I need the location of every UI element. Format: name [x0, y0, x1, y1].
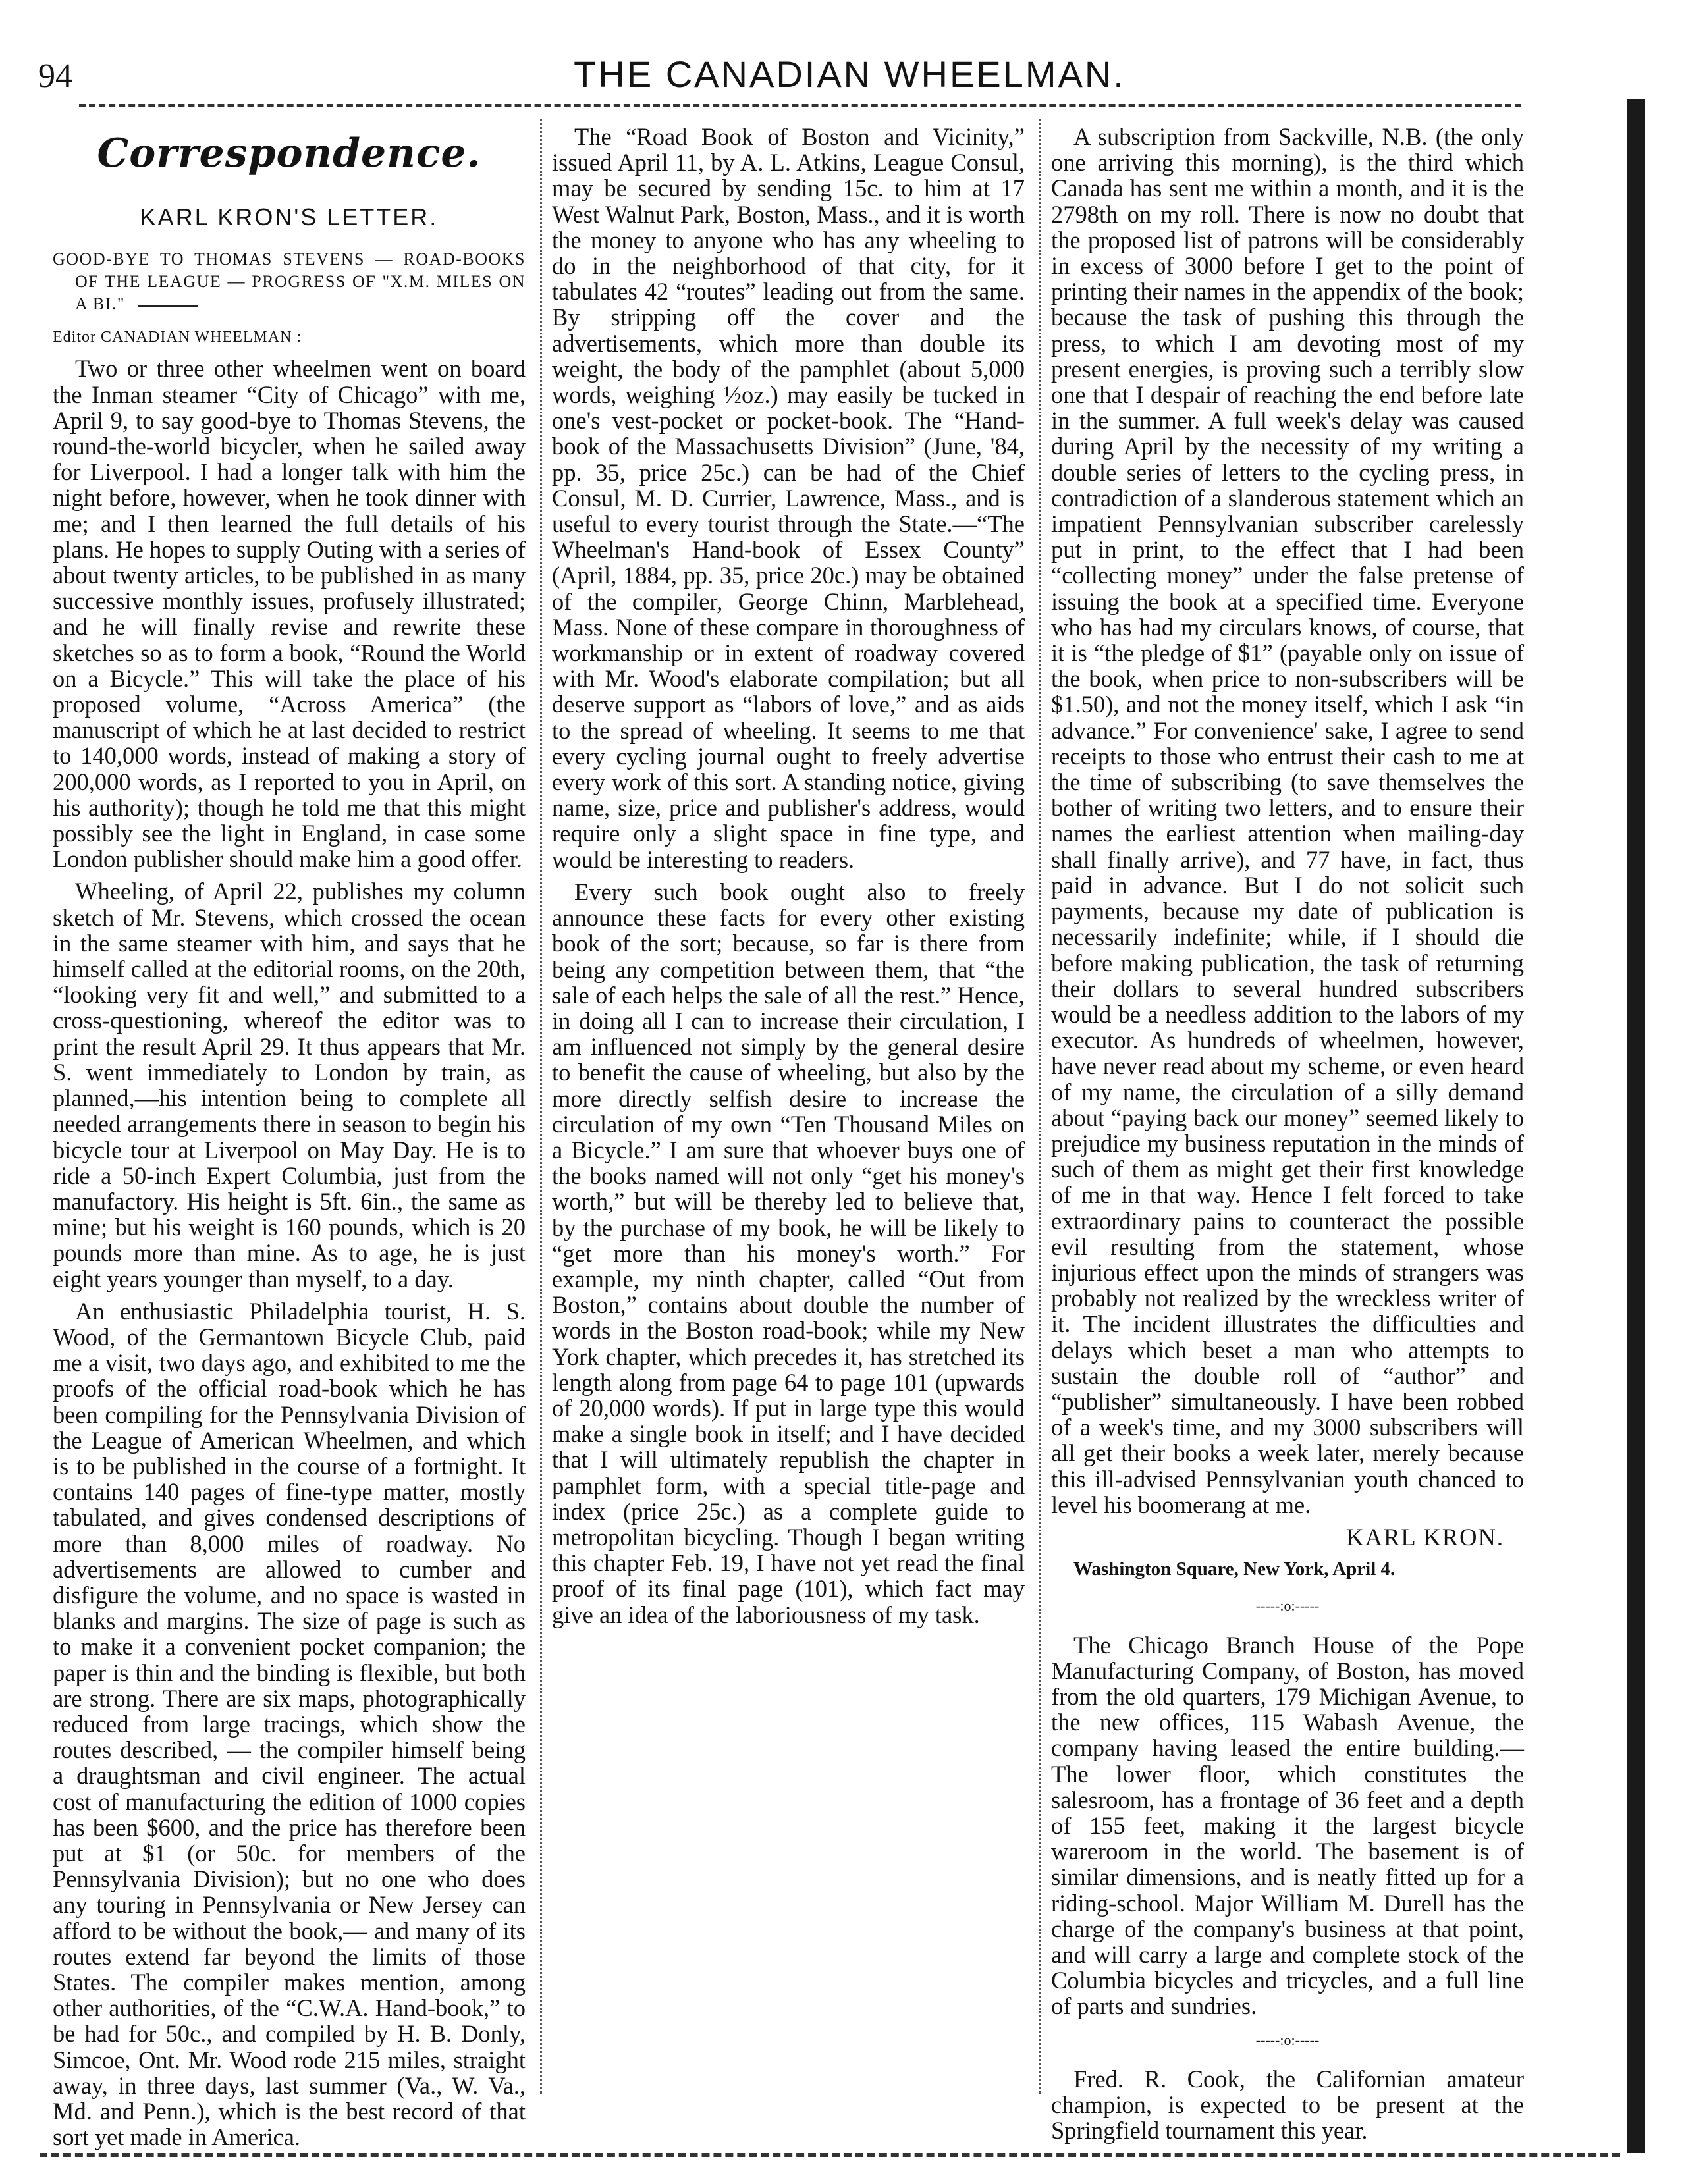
paragraph: Wheeling, of April 22, publishes my column sketch of Mr. Stevens, which crossed the ocean in the same steamer with him, and says that he himself called at the editorial rooms, on the 20th, “looking very fit and well,” and submitted to a cross-questioning, whereof the editor was to print the result April 29. It thus appears that Mr. S. went immediately to London by train, as planned,—his intention being to complete all needed arrangements there in season to begin his bicycle tour at Liverpool on May Day. He is to ride a 50-inch Expert Columbia, just from the manufactory. His height is 5ft. 6in., the same as mine; but his weight is 160 pounds, which is 20 pounds more than mine. As to age, he is just eight years younger than myself, to a day.: [53, 878, 526, 1292]
salutation: Editor CANADIAN WHEELMAN :: [53, 329, 302, 346]
section-divider: -----:o:-----: [1255, 1597, 1320, 1614]
news-item: The Chicago Branch House of the Pope Manufacturing Company, of Boston, has moved from the old quarters, 179 Michigan Avenue, to the new offices, 115 Wabash Avenue, the company having leased the entire building.— The lower floor, which constitutes the salesroom, has a frontage of 36 feet and a depth of 155 feet, making it the largest bicycle wareroom in the world. The basement is of similar dimensions, and is neatly fitted up for a riding-school. Major William M. Durell has the charge of the company's business at that point, and will carry a large and complete stock of the Columbia bicycles and tricycles, and a full line of parts and sundries.: [1051, 1631, 1524, 2020]
deck-rule: [138, 305, 198, 307]
section-divider: -----:o:-----: [1255, 2031, 1320, 2048]
page-number: 94: [38, 57, 72, 95]
article-deck: [53, 248, 526, 315]
column-divider: [1039, 119, 1041, 2094]
news-item: Fred. R. Cook, the Californian amateur champion, is expected to be present at the Springfield tournament this year.: [1051, 2065, 1524, 2144]
article-deck-text: GOOD-BYE TO THOMAS STEVENS — ROAD-BOOKS OF THE LEAGUE — PROGRESS OF "X.M. MILES ON A BI.": [53, 250, 526, 314]
column-divider: [540, 119, 542, 2094]
signature: KARL KRON.: [1346, 1523, 1504, 1551]
dateline: Washington Square, New York, April 4.: [1073, 1558, 1396, 1580]
column-2: [552, 124, 1025, 1634]
header-rule: [79, 104, 1521, 107]
paragraph: An enthusiastic Philadelphia tourist, H. S. Wood, of the Germantown Bicycle Club, paid me a visit, two days ago, and exhibited to me the proofs of the official road-book which he has been compiling for the Pennsylvania Division of the League of American Wheelmen, and which is to be published in the course of a fortnight. It contains 140 pages of fine-type matter, mostly tabulated, and gives condensed descriptions of more than 8,000 miles of roadway. No advertisements are allowed to cumber and disfigure the volume, and no space is wasted in blanks and margins. The size of page is such as to make it a convenient pocket companion; the paper is thin and the binding is flexible, but both are strong. There are six maps, photographically reduced from large tracings, which show the routes described, — the compiler himself being a draughtsman and civil engineer. The actual cost of manufacturing the edition of 1000 copies has been $600, and the price has therefore been put at $1 (or 50c. for members of the Pennsylvania Division); but no one who does any touring in Pennsylvania or New Jersey can afford to be without the book,— and many of its routes extend far beyond the limits of those States. The compiler makes mention, among other authorities, of the “C.W.A. Hand-book,” to be had for 50c., and compiled by H. B. Donly, Simcoe, Ont. Mr. Wood rode 215 miles, straight away, in three days, last summer (Va., W. Va., Md. and Penn.), which is the best record of that sort yet made in America.: [53, 1297, 526, 2151]
section-title: Correspondence.: [97, 130, 481, 176]
column-1: [53, 124, 526, 2156]
masthead: THE CANADIAN WHEELMAN.: [574, 53, 1126, 95]
paragraph: Every such book ought also to freely announce these facts for every other existing book of the sort; because, so far is there from being any competition between them, that “the sale of each helps the sale of all the rest.” Hence, in doing all I can to increase their circulation, I am influenced not simply by the general desire to benefit the cause of wheeling, but also by the more directly selfish desire to increase the circulation of my own “Ten Thousand Miles on a Bicycle.” I am sure that whoever buys one of the books named will not only “get his money's worth,” but will be thereby led to believe that, by the purchase of my book, he will be likely to “get more than his money's worth.” For example, my ninth chapter, called “Out from Boston,” contains about double the number of words in the Boston road-book; while my New York chapter, which precedes it, has stretched its length along from page 64 to page 101 (upwards of 20,000 words). If put in large type this would make a single book in itself; and I have decided that I will ultimately republish the chapter in pamphlet form, with a special title-page and index (price 25c.) as a complete guide to metropolitan bicycling. Though I began writing this chapter Feb. 19, I have not yet read the final proof of its final page (101), which fact may give an idea of the laboriousness of my task.: [552, 878, 1025, 1628]
paragraph: Two or three other wheelmen went on board the Inman steamer “City of Chicago” with me, April 9, to say good-bye to Thomas Stevens, the round-the-world bicycler, when he sailed away for Liverpool. I had a longer talk with him the night before, however, when he took dinner with me; and I then learned the full details of his plans. He hopes to supply Outing with a series of about twenty articles, to be published in as many successive monthly issues, profusely illustrated; and he will finally revise and rewrite these sketches so as to form a book, “Round the World on a Bicycle.” This will take the place of his proposed volume, “Across America” (the manuscript of which he at last decided to restrict to 140,000 words, instead of making a story of 200,000 words, as I reported to you in April, on his authority); though he told me that this might possibly see the light in England, in case some London publisher should make him a good offer.: [53, 355, 526, 873]
paragraph: A subscription from Sackville, N.B. (the only one arriving this morning), is the third which Canada has sent me within a month, and it is the 2798th on my roll. There is now no doubt that the proposed list of patrons will be considerably in excess of 3000 before I get to the point of printing their names in the appendix of the book; because the task of pushing this through the press, to which I am devoting most of my present energies, is proving such a terribly slow one that I despair of reaching the end before late in the summer. A full week's delay was caused during April by the necessity of my writing a double series of letters to the cycling press, in contradiction of a slanderous statement which an impatient Pennsylvanian subscriber carelessly put in print, to the effect that I had been “collecting money” under the false pretense of issuing the book at a specified time. Everyone who has had my circulars knows, of course, that it is “the pledge of $1” (payable only on issue of the book, when price to non-subscribers will be $1.50), and not the money itself, which I ask “in advance.” For convenience' sake, I agree to send receipts to those who entrust their cash to me at the time of subscribing (to save themselves the bother of writing two letters, and to ensure their names the earliest attention when mailing-day shall finally arrive), and 77 have, in fact, thus paid in advance. But I do not solicit such payments, because my date of publication is necessarily indefinite; while, if I should die before making publication, the task of returning their dollars to several hundred subscribers would be a needless addition to the labors of my executor. As hundreds of wheelmen, however, have never read about my scheme, or even heard of my name, the circulation of a silly demand about “paying back our money” seemed likely to prejudice my business reputation in the minds of such of them as might get their first knowledge of me in that way. Hence I felt forced to take extraordinary pains to counteract the possible evil resulting from the statement, whose injurious effect upon the minds of strangers was probably not realized by the wreckless writer of it. The incident illustrates the difficulties and delays which beset a man who attempts to sustain the double roll of “author” and “publisher” simultaneously. I have been robbed of a week's time, and my 3000 subscribers will all get their books a week later, merely because this ill-advised Pennsylvanian youth chanced to level his boomerang at me.: [1051, 123, 1524, 1518]
article-title: KARL KRON'S LETTER.: [140, 203, 439, 230]
paragraph: The “Road Book of Boston and Vicinity,” issued April 11, by A. L. Atkins, League Consul, may be secured by sending 15c. to him at 17 West Walnut Park, Boston, Mass., and it is worth the money to anyone who has any wheeling to do in the neighborhood of that city, for it tabulates 42 “routes” leading out from the same. By stripping off the cover and the advertisements, which more than double its weight, the body of the pamphlet (about 5,000 words, weighing ½oz.) may easily be tucked in one's vest-pocket or pocket-book. The “Hand-book of the Massachusetts Division” (June, '84, pp. 35, price 25c.) can be had of the Chief Consul, M. D. Currier, Lawrence, Mass., and is useful to every tourist through the State.—“The Wheelman's Hand-book of Essex County” (April, 1884, pp. 35, price 20c.) may be obtained of the compiler, George Chinn, Marblehead, Mass. None of these compare in thoroughness of workmanship or in extent of roadway covered with Mr. Wood's elaborate compilation; but all deserve support as “labors of love,” and as aids to the spread of wheeling. It seems to me that every cycling journal ought to freely advertise every work of this sort. A standing notice, giving name, size, price and publisher's address, would require only a slight space in fine type, and would be interesting to readers.: [552, 123, 1025, 873]
column-3: [1051, 124, 1524, 2150]
scan-edge-shadow: [1627, 99, 1645, 2153]
